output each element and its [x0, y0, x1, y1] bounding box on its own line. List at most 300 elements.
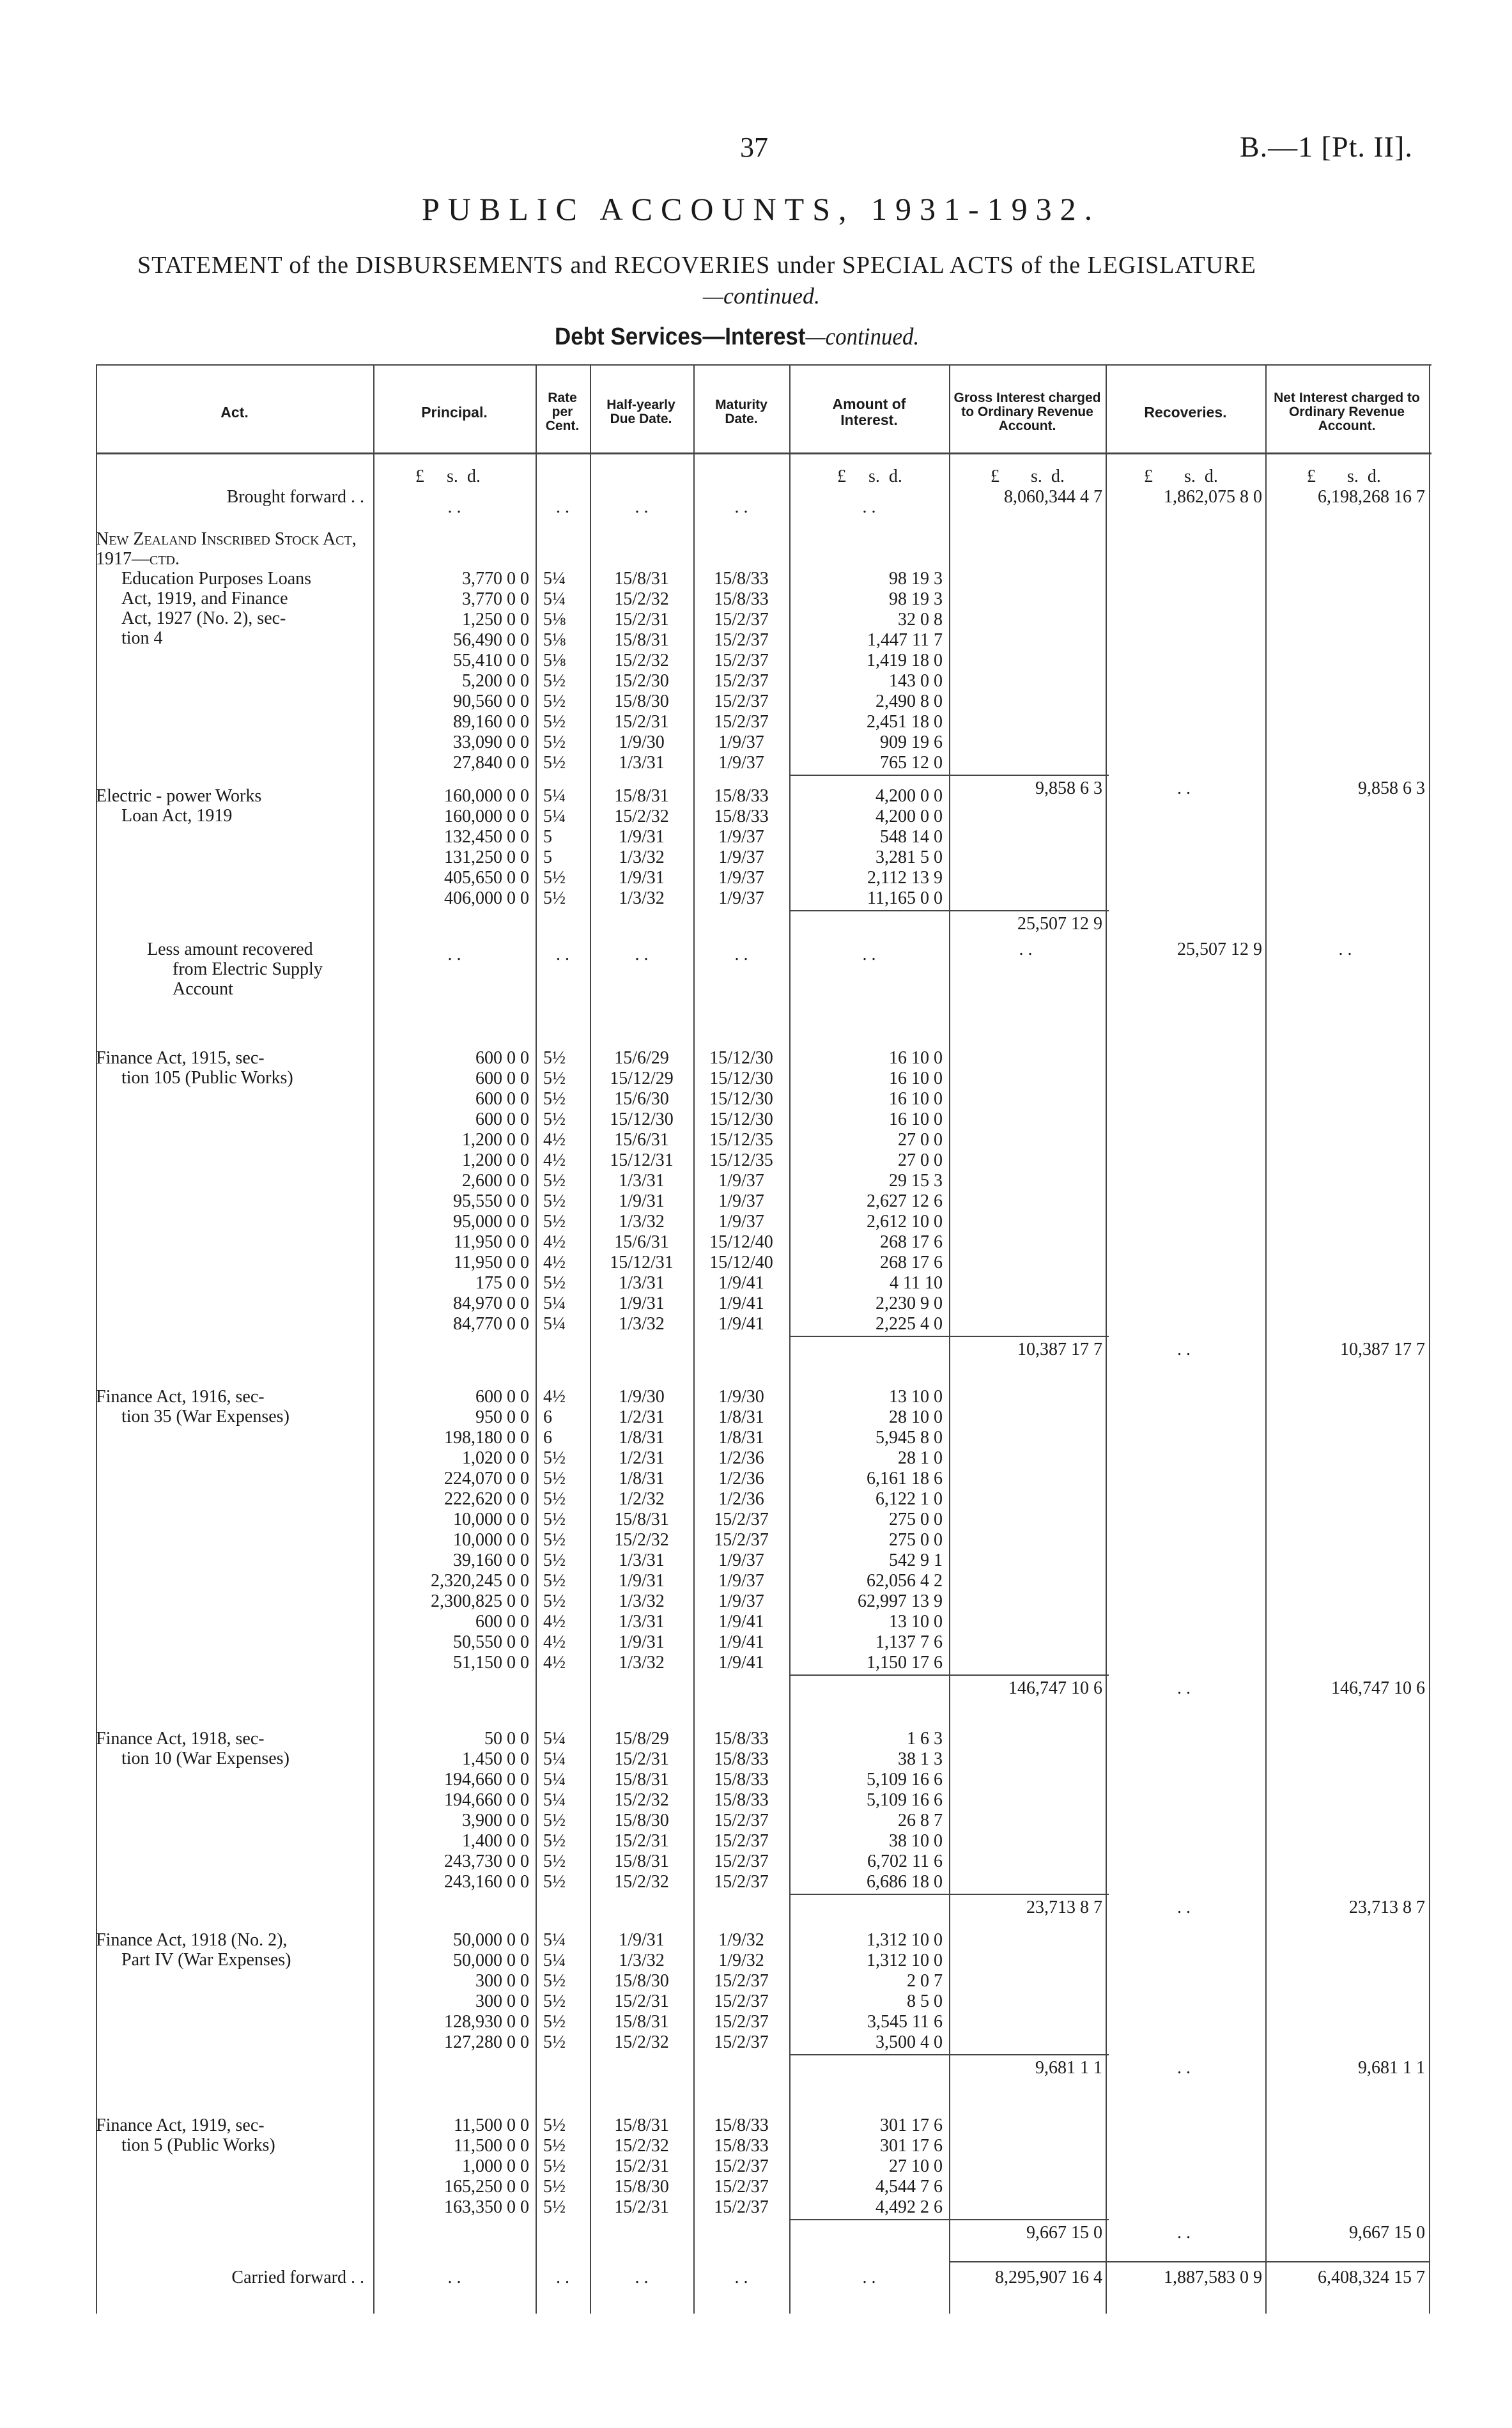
principal-cell: 3,770 0 0 — [462, 589, 529, 609]
table-row — [96, 1428, 1431, 1448]
half-yearly-cell: 15/8/31 — [614, 630, 669, 650]
amount-cell: 6,686 18 0 — [867, 1872, 943, 1892]
maturity-cell: 15/12/30 — [709, 1069, 773, 1088]
table-row — [96, 847, 1431, 868]
maturity-cell: 15/2/37 — [714, 1872, 769, 1892]
maturity-cell: 15/2/37 — [714, 1831, 769, 1851]
amount-cell: 38 1 3 — [898, 1749, 943, 1769]
group-net: 23,713 8 7 — [1349, 1898, 1425, 1917]
table-row — [96, 1069, 1431, 1089]
group-recoveries: 25,507 12 9 — [1177, 939, 1262, 959]
principal-cell: 600 0 0 — [475, 1110, 529, 1129]
half-yearly-cell: 15/2/31 — [614, 1749, 669, 1769]
table-row — [96, 2156, 1431, 2177]
maturity-cell: 15/2/37 — [714, 2156, 769, 2176]
principal-cell: 300 0 0 — [475, 1991, 529, 2011]
amount-cell: 275 0 0 — [889, 1510, 943, 1529]
act-name-line: Loan Act, 1919 — [121, 806, 233, 826]
amount-cell: 301 17 6 — [880, 2115, 943, 2135]
principal-cell: 222,620 0 0 — [444, 1489, 529, 1509]
rate-cell: 5½ — [543, 2136, 566, 2156]
half-yearly-cell: 15/6/31 — [614, 1130, 669, 1150]
maturity-cell: 15/12/30 — [709, 1048, 773, 1068]
table-row — [96, 786, 1431, 807]
subtotal-rule — [789, 910, 1109, 911]
amount-cell: 5,109 16 6 — [867, 1790, 943, 1810]
rate-cell: 5½ — [543, 712, 566, 732]
principal-cell: 224,070 0 0 — [444, 1469, 529, 1489]
half-yearly-cell: 1/9/31 — [619, 1191, 665, 1211]
rate-cell: 5½ — [543, 2156, 566, 2176]
maturity-cell: 15/8/33 — [714, 569, 769, 589]
maturity-cell: 1/9/41 — [718, 1612, 764, 1632]
maturity-cell: 15/8/33 — [714, 2136, 769, 2156]
section-continued: —continued. — [805, 323, 920, 350]
maturity-cell: 15/12/30 — [709, 1089, 773, 1109]
half-yearly-cell: 1/9/30 — [619, 1387, 665, 1407]
act-name-line: Act, 1927 (No. 2), sec- — [121, 608, 286, 628]
amount-cell: 765 12 0 — [880, 753, 943, 773]
amount-cell: 6,161 18 6 — [867, 1469, 943, 1489]
group-recoveries: . . — [1177, 1898, 1191, 1917]
maturity-cell: 1/9/32 — [718, 1930, 764, 1950]
half-yearly-cell: 15/8/31 — [614, 1770, 669, 1790]
principal-cell: 3,900 0 0 — [462, 1811, 529, 1830]
table-row — [96, 1510, 1431, 1530]
principal-cell: 243,160 0 0 — [444, 1872, 529, 1892]
principal-cell: 10,000 0 0 — [453, 1510, 529, 1529]
header-principal: Principal. — [421, 403, 488, 421]
unit-pound: £ — [415, 467, 424, 486]
table-row — [96, 589, 1431, 610]
maturity-cell: 1/9/37 — [718, 1571, 764, 1591]
act-name-line: Less amount recovered — [147, 939, 313, 959]
table-row — [96, 753, 1431, 773]
header-amount: Amount of Interest. — [832, 396, 906, 428]
act-name-line: Electric - power Works — [96, 786, 262, 806]
principal-cell: 600 0 0 — [475, 1069, 529, 1088]
maturity-cell: 15/12/30 — [709, 1110, 773, 1129]
table-row — [96, 671, 1431, 692]
section-heading — [555, 323, 919, 351]
principal-cell: 132,450 0 0 — [444, 827, 529, 847]
maturity-cell: 1/2/36 — [718, 1489, 764, 1509]
half-yearly-cell: 15/6/31 — [614, 1232, 669, 1252]
maturity-cell: 1/9/37 — [718, 1191, 764, 1211]
rate-cell: 5½ — [543, 1550, 566, 1570]
table-row — [96, 1991, 1431, 2012]
amount-cell: 1 6 3 — [907, 1729, 943, 1749]
principal-cell: 300 0 0 — [475, 1971, 529, 1991]
principal-cell: 89,160 0 0 — [453, 712, 529, 732]
principal-cell: 198,180 0 0 — [444, 1428, 529, 1448]
rate-cell: 5½ — [543, 2032, 566, 2052]
maturity-cell: 15/2/37 — [714, 2012, 769, 2032]
header-half-yearly: Half-yearly Due Date. — [606, 398, 675, 426]
subtotal-rule — [789, 1674, 1109, 1676]
unit-d: d. — [888, 467, 902, 486]
table-row — [96, 1407, 1431, 1428]
group-gross: 146,747 10 6 — [1008, 1678, 1102, 1698]
dots: . . — [862, 945, 876, 964]
amount-cell: 4 11 10 — [890, 1273, 943, 1293]
statement-subtitle: STATEMENT of the DISBURSEMENTS and RECOVERIES under SPECIAL ACTS of the LEGISLATURE — [137, 252, 1256, 279]
principal-cell: 84,970 0 0 — [453, 1294, 529, 1313]
table-row — [96, 1448, 1431, 1469]
act-name-line: tion 10 (War Expenses) — [121, 1749, 289, 1768]
rate-cell: 5¼ — [543, 1294, 566, 1313]
half-yearly-cell: 15/8/31 — [614, 2012, 669, 2032]
maturity-cell: 15/2/37 — [714, 1971, 769, 1991]
table-row — [96, 1571, 1431, 1591]
half-yearly-cell: 15/12/29 — [610, 1069, 674, 1088]
act-name-line: Finance Act, 1915, sec- — [96, 1048, 265, 1068]
half-yearly-cell: 1/3/32 — [619, 847, 665, 867]
act-name-line: Finance Act, 1919, sec- — [96, 2115, 265, 2135]
half-yearly-cell: 15/2/32 — [614, 651, 669, 670]
amount-cell: 275 0 0 — [889, 1530, 943, 1550]
group-net: 10,387 17 7 — [1340, 1340, 1425, 1359]
group-gross: 25,507 12 9 — [1017, 914, 1102, 934]
rate-cell: 5½ — [543, 1591, 566, 1611]
unit-d: d. — [1051, 467, 1065, 486]
maturity-cell: 1/9/30 — [718, 1387, 764, 1407]
amount-cell: 28 1 0 — [898, 1448, 943, 1468]
maturity-cell: 15/2/37 — [714, 1530, 769, 1550]
half-yearly-cell: 1/3/32 — [619, 888, 665, 908]
half-yearly-cell: 15/6/29 — [614, 1048, 669, 1068]
table-row — [96, 807, 1431, 827]
maturity-cell: 15/12/35 — [709, 1130, 773, 1150]
maturity-cell: 1/9/37 — [718, 868, 764, 888]
principal-cell: 2,320,245 0 0 — [431, 1571, 529, 1591]
half-yearly-cell: 15/8/30 — [614, 2177, 669, 2197]
half-yearly-cell: 1/8/31 — [619, 1428, 665, 1448]
half-yearly-cell: 15/8/31 — [614, 786, 669, 806]
table-row — [96, 1530, 1431, 1550]
principal-cell: 2,600 0 0 — [462, 1171, 529, 1191]
maturity-cell: 15/8/33 — [714, 2115, 769, 2135]
maturity-cell: 15/2/37 — [714, 651, 769, 670]
principal-cell: 950 0 0 — [475, 1407, 529, 1427]
half-yearly-cell: 1/3/32 — [619, 1212, 665, 1232]
table-row — [96, 1294, 1431, 1314]
principal-cell: 90,560 0 0 — [453, 692, 529, 711]
table-row — [96, 2115, 1431, 2136]
table-row — [96, 1110, 1431, 1130]
rate-cell: 5½ — [543, 1048, 566, 1068]
maturity-cell: 1/9/37 — [718, 827, 764, 847]
brought-forward-recoveries: 1,862,075 8 0 — [1164, 487, 1262, 507]
act-name-line: Act, 1919, and Finance — [121, 589, 288, 608]
header-recoveries: Recoveries. — [1144, 403, 1227, 421]
group-net: 9,681 1 1 — [1358, 2058, 1425, 2078]
group-net: . . — [1338, 939, 1352, 959]
principal-cell: 84,770 0 0 — [453, 1314, 529, 1334]
act-name-line: Education Purposes Loans — [121, 569, 312, 589]
table-row — [96, 1852, 1431, 1872]
amount-cell: 98 19 3 — [889, 569, 943, 589]
group-gross: 9,681 1 1 — [1035, 2058, 1102, 2078]
dots: . . — [447, 497, 461, 517]
rate-cell: 5½ — [543, 1212, 566, 1232]
dots: . . — [447, 945, 461, 964]
dots: . . — [862, 2268, 876, 2287]
principal-cell: 27,840 0 0 — [453, 753, 529, 773]
unit-s: s. — [1184, 467, 1196, 486]
unit-net — [1307, 467, 1381, 487]
amount-cell: 98 19 3 — [889, 589, 943, 609]
rate-cell: 4½ — [543, 1632, 566, 1652]
principal-cell: 194,660 0 0 — [444, 1770, 529, 1790]
principal-cell: 10,000 0 0 — [453, 1530, 529, 1550]
half-yearly-cell: 15/8/29 — [614, 1729, 669, 1749]
header-net: Net Interest charged to Ordinary Revenue Account. — [1274, 390, 1420, 433]
rate-cell: 5½ — [543, 1069, 566, 1088]
half-yearly-cell: 15/2/32 — [614, 807, 669, 826]
half-yearly-cell: 15/2/30 — [614, 671, 669, 691]
amount-cell: 62,056 4 2 — [867, 1571, 943, 1591]
rate-cell: 5½ — [543, 1273, 566, 1293]
principal-cell: 1,450 0 0 — [462, 1749, 529, 1769]
amount-cell: 5,945 8 0 — [876, 1428, 943, 1448]
rate-cell: 6 — [543, 1428, 552, 1448]
rate-cell: 5⅛ — [543, 610, 566, 630]
half-yearly-cell: 15/2/31 — [614, 610, 669, 630]
table-row — [96, 1729, 1431, 1749]
half-yearly-cell: 15/8/30 — [614, 692, 669, 711]
amount-cell: 27 0 0 — [898, 1130, 943, 1150]
amount-cell: 4,492 2 6 — [876, 2197, 943, 2217]
amount-cell: 13 10 0 — [889, 1387, 943, 1407]
amount-cell: 3,545 11 6 — [867, 2012, 943, 2032]
amount-cell: 1,447 11 7 — [867, 630, 943, 650]
amount-cell: 16 10 0 — [889, 1069, 943, 1088]
half-yearly-cell: 1/3/31 — [619, 753, 665, 773]
act-name-line: Account — [173, 979, 233, 999]
page-number: 37 — [740, 132, 768, 163]
amount-cell: 2,451 18 0 — [867, 712, 943, 732]
amount-cell: 548 14 0 — [880, 827, 943, 847]
dots: . . — [635, 497, 649, 517]
unit-gross — [991, 467, 1065, 487]
rate-cell: 5½ — [543, 732, 566, 752]
act-name — [96, 939, 371, 999]
table-row — [96, 1749, 1431, 1770]
amount-cell: 1,137 7 6 — [876, 1632, 943, 1652]
rate-cell: 4½ — [543, 1253, 566, 1272]
principal-cell: 95,000 0 0 — [453, 1212, 529, 1232]
principal-cell: 50,550 0 0 — [453, 1632, 529, 1652]
maturity-cell: 15/8/33 — [714, 1770, 769, 1790]
interest-table — [96, 364, 1431, 2314]
act-name-line: tion 5 (Public Works) — [121, 2135, 275, 2155]
total-rule — [949, 2261, 1429, 2262]
maturity-cell: 15/2/37 — [714, 671, 769, 691]
principal-cell: 55,410 0 0 — [453, 651, 529, 670]
rate-cell: 5½ — [543, 2177, 566, 2197]
unit-d: d. — [1204, 467, 1218, 486]
group-recoveries: . . — [1177, 1678, 1191, 1698]
maturity-cell: 1/9/41 — [718, 1653, 764, 1673]
principal-cell: 11,500 0 0 — [454, 2115, 529, 2135]
maturity-cell: 15/2/37 — [714, 1811, 769, 1830]
amount-cell: 8 5 0 — [907, 1991, 943, 2011]
rate-cell: 4½ — [543, 1150, 566, 1170]
rate-cell: 5½ — [543, 888, 566, 908]
dots: . . — [635, 2268, 649, 2287]
amount-cell: 1,312 10 0 — [867, 1930, 943, 1950]
principal-cell: 163,350 0 0 — [444, 2197, 529, 2217]
group-recoveries: . . — [1177, 2223, 1191, 2243]
maturity-cell: 15/8/33 — [714, 786, 769, 806]
amount-cell: 542 9 1 — [889, 1550, 943, 1570]
dots: . . — [556, 945, 569, 964]
maturity-cell: 15/2/37 — [714, 2032, 769, 2052]
amount-cell: 4,544 7 6 — [876, 2177, 943, 2197]
maturity-cell: 15/2/37 — [714, 692, 769, 711]
principal-cell: 406,000 0 0 — [444, 888, 529, 908]
amount-cell: 4,200 0 0 — [876, 807, 943, 826]
rate-cell: 5 — [543, 847, 552, 867]
unit-s: s. — [1347, 467, 1359, 486]
principal-cell: 56,490 0 0 — [453, 630, 529, 650]
header-rule — [96, 452, 1431, 454]
rate-cell: 5½ — [543, 1971, 566, 1991]
rate-cell: 5¼ — [543, 589, 566, 609]
table-row — [96, 1130, 1431, 1150]
half-yearly-cell: 15/8/30 — [614, 1811, 669, 1830]
rate-cell: 5½ — [543, 2115, 566, 2135]
subtotal-rule — [789, 1894, 1109, 1895]
half-yearly-cell: 15/2/32 — [614, 1790, 669, 1810]
maturity-cell: 1/9/37 — [718, 1171, 764, 1191]
rate-cell: 5½ — [543, 1991, 566, 2011]
maturity-cell: 15/8/33 — [714, 1749, 769, 1769]
table-row — [96, 1811, 1431, 1831]
amount-cell: 2 0 7 — [907, 1971, 943, 1991]
table-row — [96, 1469, 1431, 1489]
maturity-cell: 15/2/37 — [714, 630, 769, 650]
rate-cell: 5½ — [543, 1489, 566, 1509]
principal-cell: 5,200 0 0 — [462, 671, 529, 691]
table-row — [96, 1550, 1431, 1571]
carried-forward-label: Carried forward . . — [231, 2268, 364, 2287]
principal-cell: 11,950 0 0 — [454, 1232, 529, 1252]
half-yearly-cell: 15/2/32 — [614, 2136, 669, 2156]
amount-cell: 16 10 0 — [889, 1110, 943, 1129]
act-name-line: tion 4 — [121, 628, 163, 648]
amount-cell: 301 17 6 — [880, 2136, 943, 2156]
half-yearly-cell: 15/2/32 — [614, 589, 669, 609]
rate-cell: 5½ — [543, 1872, 566, 1892]
act-name-line: from Electric Supply — [173, 959, 323, 979]
rate-cell: 5¼ — [543, 1951, 566, 1970]
carried-forward-gross: 8,295,907 16 4 — [995, 2268, 1102, 2287]
rate-cell: 5⅛ — [543, 651, 566, 670]
group-net: 9,858 6 3 — [1358, 778, 1425, 798]
table-row — [96, 1191, 1431, 1212]
principal-cell: 3,770 0 0 — [462, 569, 529, 589]
act-name-line: New Zealand Inscribed Stock Act, 1917—ctd. — [96, 529, 357, 569]
amount-cell: 1,150 17 6 — [867, 1653, 943, 1673]
table-row — [96, 692, 1431, 712]
half-yearly-cell: 15/2/31 — [614, 712, 669, 732]
half-yearly-cell: 1/9/31 — [619, 1571, 665, 1591]
principal-cell: 405,650 0 0 — [444, 868, 529, 888]
table-row — [96, 1930, 1431, 1951]
half-yearly-cell: 1/8/31 — [619, 1469, 665, 1489]
principal-cell: 1,200 0 0 — [462, 1130, 529, 1150]
rate-cell: 5½ — [543, 2012, 566, 2032]
maturity-cell: 1/9/37 — [718, 1591, 764, 1611]
carried-forward-net: 6,408,324 15 7 — [1318, 2268, 1425, 2287]
principal-cell: 33,090 0 0 — [453, 732, 529, 752]
principal-cell: 2,300,825 0 0 — [431, 1591, 529, 1611]
table-row — [96, 1314, 1431, 1334]
half-yearly-cell: 1/9/31 — [619, 1294, 665, 1313]
dots: . . — [862, 497, 876, 517]
amount-cell: 2,490 8 0 — [876, 692, 943, 711]
table-row — [96, 2177, 1431, 2197]
amount-cell: 268 17 6 — [880, 1232, 943, 1252]
maturity-cell: 1/9/37 — [718, 732, 764, 752]
carried-forward-recoveries: 1,887,583 0 9 — [1164, 2268, 1262, 2287]
table-row — [96, 1171, 1431, 1191]
rate-cell: 5½ — [543, 1571, 566, 1591]
table-row — [96, 827, 1431, 847]
maturity-cell: 1/9/32 — [718, 1951, 764, 1970]
table-row — [96, 1089, 1431, 1110]
brought-forward-label: Brought forward . . — [226, 487, 364, 507]
amount-cell: 2,612 10 0 — [867, 1212, 943, 1232]
dots: . . — [556, 497, 569, 517]
table-row — [96, 1872, 1431, 1892]
dots: . . — [635, 945, 649, 964]
header-gross: Gross Interest charged to Ordinary Revenue Account. — [953, 390, 1101, 433]
act-name-line: Finance Act, 1918 (No. 2), — [96, 1930, 288, 1950]
principal-cell: 50,000 0 0 — [453, 1930, 529, 1950]
unit-s: s. — [447, 467, 458, 486]
rate-cell: 5¼ — [543, 1790, 566, 1810]
maturity-cell: 1/2/36 — [718, 1469, 764, 1489]
amount-cell: 4,200 0 0 — [876, 786, 943, 806]
table-row — [96, 2197, 1431, 2218]
amount-cell: 2,225 4 0 — [876, 1314, 943, 1334]
half-yearly-cell: 15/8/30 — [614, 1971, 669, 1991]
maturity-cell: 15/2/37 — [714, 610, 769, 630]
maturity-cell: 15/2/37 — [714, 1991, 769, 2011]
table-row — [96, 712, 1431, 732]
maturity-cell: 1/9/41 — [718, 1294, 764, 1313]
rate-cell: 5½ — [543, 868, 566, 888]
half-yearly-cell: 1/2/31 — [619, 1407, 665, 1427]
maturity-cell: 15/12/35 — [709, 1150, 773, 1170]
amount-cell: 268 17 6 — [880, 1253, 943, 1272]
table-row — [96, 1212, 1431, 1232]
group-gross: 10,387 17 7 — [1017, 1340, 1102, 1359]
half-yearly-cell: 15/8/31 — [614, 1510, 669, 1529]
dots: . . — [734, 2268, 748, 2287]
amount-cell: 16 10 0 — [889, 1048, 943, 1068]
group-net: 9,667 15 0 — [1349, 2223, 1425, 2243]
half-yearly-cell: 15/2/31 — [614, 1991, 669, 2011]
act-name-line: Finance Act, 1918, sec- — [96, 1729, 265, 1749]
maturity-cell: 1/9/37 — [718, 1212, 764, 1232]
table-row — [96, 868, 1431, 888]
amount-cell: 6,702 11 6 — [867, 1852, 943, 1871]
table-row — [96, 2136, 1431, 2156]
